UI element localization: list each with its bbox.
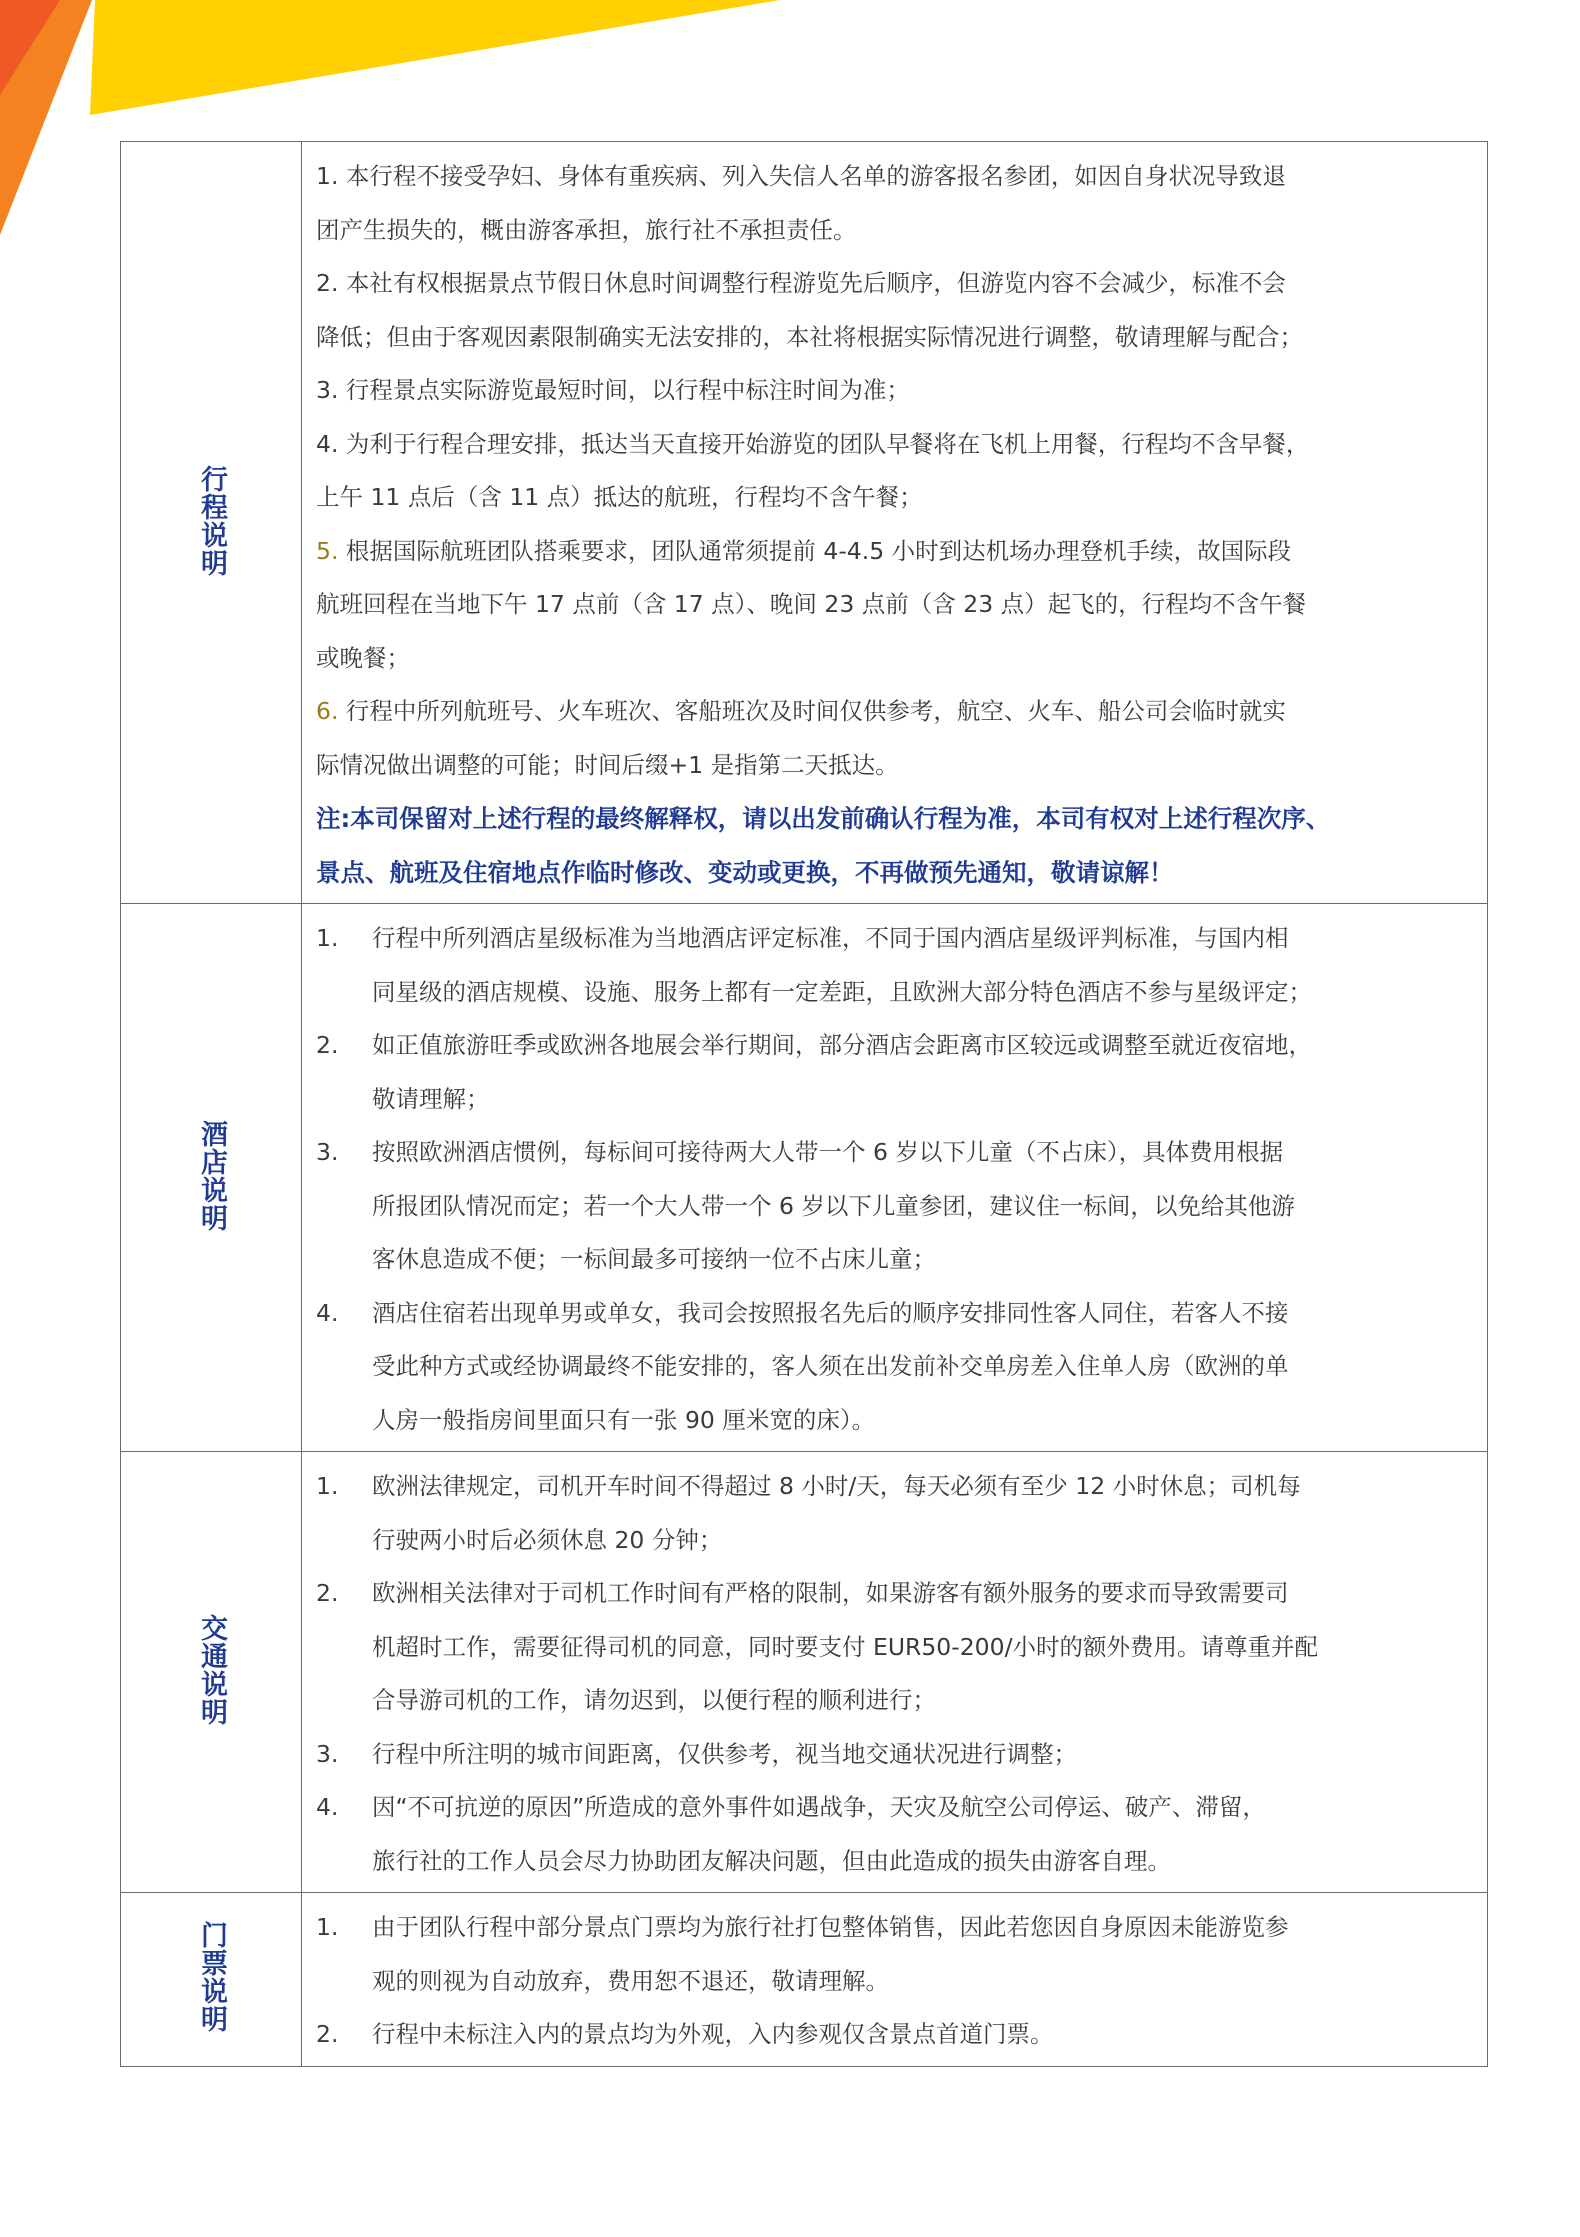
item-line: 人房一般指房间里面只有一张 90 厘米宽的床）。 [372, 1405, 876, 1434]
item-line: 按照欧洲酒店惯例，每标间可接待两大人带一个 6 岁以下儿童（不占床），具体费用根据 [372, 1138, 1284, 1166]
list-item [316, 1460, 1473, 1567]
item-line: 行程中所列酒店星级标准为当地酒店评定标准，不同于国内酒店星级评判标准，与国内相 [372, 924, 1289, 952]
section-label-cell [121, 1893, 302, 2067]
section-transport [121, 1452, 1488, 1893]
item-line: 行程中未标注入内的景点均为外观，入内参观仅含景点首道门票。 [372, 2020, 1054, 2048]
item-line: 如正值旅游旺季或欧洲各地展会举行期间，部分酒店会距离市区较远或调整至就近夜宿地， [372, 1031, 1312, 1059]
item-line: 降低；但由于客观因素限制确实无法安排的，本社将根据实际情况进行调整，敬请理解与配合； [316, 322, 1303, 351]
red-orange-wedge [0, 0, 60, 95]
item-number: 4. [316, 1298, 339, 1327]
list-item [316, 1567, 1473, 1728]
important-note [316, 792, 1473, 899]
orange-triangle [0, 0, 92, 235]
item-line: 观的则视为自动放弃，费用恕不退还，敬请理解。 [372, 1966, 889, 1995]
item-number: 6. [316, 697, 339, 725]
section-label-cell [121, 1452, 302, 1893]
item-number: 1. [316, 1913, 339, 1941]
note-line: 景点、航班及住宿地点作临时修改、变动或更换，不再做预先通知，敬请谅解！ [316, 857, 1174, 887]
list-item [316, 525, 1473, 686]
list-item [316, 364, 1473, 418]
section-hotel [121, 904, 1488, 1452]
section-content [302, 1452, 1488, 1893]
item-number: 3. [316, 1739, 339, 1768]
item-number: 2. [316, 1031, 339, 1059]
item-line: 欧洲相关法律对于司机工作时间有严格的限制，如果游客有额外服务的要求而导致需要司 [372, 1579, 1289, 1607]
item-number: 2. [316, 2020, 339, 2048]
item-line: 行驶两小时后必须休息 20 分钟； [372, 1525, 723, 1554]
item-line: 上午 11 点后（含 11 点）抵达的航班，行程均不含午餐； [316, 483, 923, 511]
item-line: 酒店住宿若出现单男或单女，我司会按照报名先后的顺序安排同性客人同住，若客人不接 [372, 1298, 1289, 1327]
list-item [316, 912, 1473, 1019]
section-content [302, 142, 1488, 904]
item-line: 因“不可抗逆的原因”所造成的意外事件如遇战争，天灾及航空公司停运、破产、滞留， [372, 1793, 1266, 1821]
item-line: 或晚餐； [316, 643, 410, 672]
item-line: 根据国际航班团队搭乘要求，团队通常须提前 4-4.5 小时到达机场办理登机手续，故国际段 [345, 536, 1292, 565]
list-item [316, 1728, 1473, 1782]
item-line: 2. 本社有权根据景点节假日休息时间调整行程游览先后顺序，但游览内容不会减少，标准不会 [316, 269, 1286, 297]
list-item [316, 1287, 1473, 1448]
item-line: 团产生损失的，概由游客承担，旅行社不承担责任。 [316, 215, 857, 244]
item-line: 行程中所列航班号、火车班次、客船班次及时间仅供参考，航空、火车、船公司会临时就实 [345, 697, 1286, 725]
item-line: 所报团队情况而定；若一个大人带一个 6 岁以下儿童参团，建议住一标间，以免给其他游 [372, 1191, 1295, 1220]
item-line: 4. 为利于行程合理安排，抵达当天直接开始游览的团队早餐将在飞机上用餐，行程均不含早餐， [316, 429, 1310, 458]
item-line: 旅行社的工作人员会尽力协助团友解决问题，但由此造成的损失由游客自理。 [372, 1846, 1171, 1875]
item-number: 3. [316, 1138, 339, 1166]
item-line: 欧洲法律规定，司机开车时间不得超过 8 小时/天，每天必须有至少 12 小时休息；司机每 [372, 1472, 1301, 1500]
section-label-cell [121, 904, 302, 1452]
list-item [316, 2008, 1473, 2062]
section-label-itinerary: 行程说明 [196, 464, 227, 577]
list-item [316, 685, 1473, 792]
list-item [316, 1019, 1473, 1126]
section-content [302, 1893, 1488, 2067]
item-number: 5. [316, 536, 339, 565]
section-content [302, 904, 1488, 1452]
item-line: 3. 行程景点实际游览最短时间，以行程中标注时间为准； [316, 376, 910, 404]
item-number: 2. [316, 1579, 339, 1607]
item-line: 受此种方式或经协调最终不能安排的，客人须在出发前补交单房差入住单人房（欧洲的单 [372, 1352, 1289, 1380]
item-line: 同星级的酒店规模、设施、服务上都有一定差距，且欧洲大部分特色酒店不参与星级评定； [372, 977, 1312, 1006]
item-number: 1. [316, 924, 339, 952]
list-item [316, 418, 1473, 525]
item-line: 客休息造成不便；一标间最多可接纳一位不占床儿童； [372, 1245, 936, 1273]
notes-table [120, 141, 1488, 2067]
item-line: 1. 本行程不接受孕妇、身体有重疾病、列入失信人名单的游客报名参团，如因自身状况导致退 [316, 162, 1286, 190]
yellow-stripe [90, 0, 780, 115]
list-item [316, 1781, 1473, 1888]
note-line: 注:本司保留对上述行程的最终解释权，请以出发前确认行程为准，本司有权对上述行程次序、 [316, 804, 1331, 833]
item-line: 际情况做出调整的可能；时间后缀+1 是指第二天抵达。 [316, 750, 899, 779]
item-number: 1. [316, 1472, 339, 1500]
list-item [316, 150, 1473, 257]
section-itinerary [121, 142, 1488, 904]
list-item [316, 1901, 1473, 2008]
item-line: 合导游司机的工作，请勿迟到，以便行程的顺利进行； [372, 1686, 936, 1714]
section-tickets [121, 1893, 1488, 2067]
item-line: 行程中所注明的城市间距离，仅供参考，视当地交通状况进行调整； [372, 1739, 1077, 1768]
item-line: 敬请理解； [372, 1084, 490, 1113]
item-line: 由于团队行程中部分景点门票均为旅行社打包整体销售，因此若您因自身原因未能游览参 [372, 1913, 1289, 1941]
section-label-cell [121, 142, 302, 904]
list-item [316, 1126, 1473, 1287]
section-label-tickets: 门票说明 [196, 1921, 227, 2034]
item-line: 机超时工作，需要征得司机的同意，同时要支付 EUR50-200/小时的额外费用。请尊重并配 [372, 1632, 1319, 1661]
item-number: 4. [316, 1793, 339, 1821]
item-line: 航班回程在当地下午 17 点前（含 17 点）、晚间 23 点前（含 23 点）起飞的，行程均不含午餐 [316, 590, 1307, 618]
section-label-transport: 交通说明 [196, 1614, 227, 1726]
section-label-hotel: 酒店说明 [196, 1119, 227, 1232]
list-item [316, 257, 1473, 364]
